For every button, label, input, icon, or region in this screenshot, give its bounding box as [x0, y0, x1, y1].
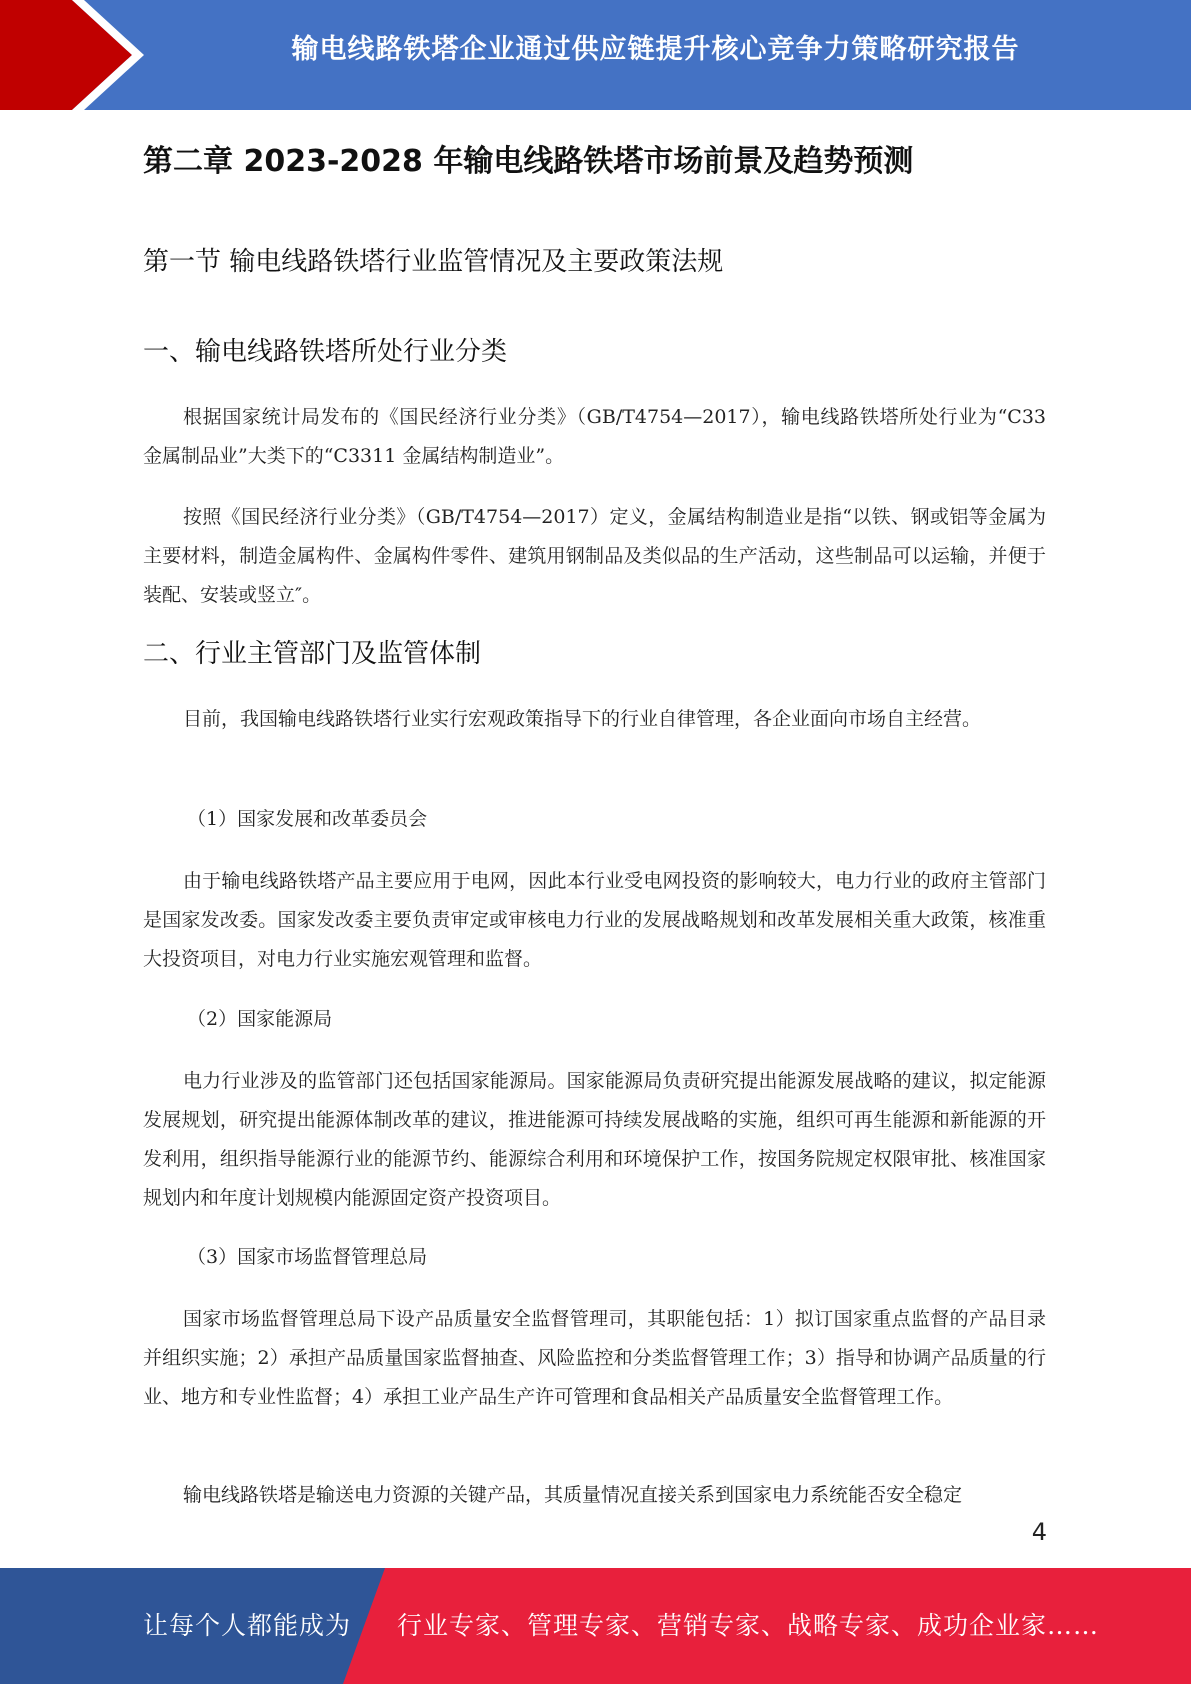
footer-banner: [0, 1568, 1191, 1684]
paragraph-regulation-intro: 目前，我国输电线路铁塔行业实行宏观政策指导下的行业自律管理，各企业面向市场自主经营。: [183, 708, 982, 730]
paragraph-nea: 电力行业涉及的监管部门还包括国家能源局。国家能源局负责研究提出能源发展战略的建议，拟定能源发展规划，研究提出能源体制改革的建议，推进能源可持续发展战略的实施，组织可再生能源和新能源的开发利用，组织指导能源行业的能源节约、能源综合利用和环境保护工作，按国务院规定权限审批、核准国家规划内和年度计划规模内能源固定资产投资项目。: [143, 1070, 1046, 1209]
item-samr-title: （3）国家市场监督管理总局: [187, 1246, 428, 1268]
section-title: 第一节 输电线路铁塔行业监管情况及主要政策法规: [143, 247, 724, 277]
paragraph-ndrc: 由于输电线路铁塔产品主要应用于电网，因此本行业受电网投资的影响较大，电力行业的政府主管部门是国家发改委。国家发改委主要负责审定或审核电力行业的发展战略规划和改革发展相关重大政策，核准重大投资项目，对电力行业实施宏观管理和监督。: [143, 870, 1046, 970]
paragraph-definition: 按照《国民经济行业分类》（GB/T4754—2017）定义，金属结构制造业是指“以铁、钢或铝等金属为主要材料，制造金属构件、金属构件零件、建筑用钢制品及类似品的生产活动，这些制品可以运输，并便于装配、安装或竖立″。: [143, 506, 1046, 606]
footer-slogan-right: 行业专家、管理专家、营销专家、战略专家、成功企业家……: [397, 1611, 1100, 1640]
item-nea-title: （2）国家能源局: [187, 1008, 333, 1030]
footer-slogan-left: 让每个人都能成为: [143, 1611, 352, 1640]
header-banner: [0, 0, 1191, 110]
paragraph-classification: 根据国家统计局发布的《国民经济行业分类》（GB/T4754—2017），输电线路铁塔所处行业为“C33 金属制品业”大类下的“C3311 金属结构制造业”。: [143, 406, 1046, 467]
chapter-title: 第二章 2023-2028 年输电线路铁塔市场前景及趋势预测: [143, 144, 914, 179]
page-number: 4: [1031, 1518, 1047, 1546]
item-ndrc-title: （1）国家发展和改革委员会: [187, 808, 428, 830]
paragraph-samr: 国家市场监督管理总局下设产品质量安全监督管理司，其职能包括：1）拟订国家重点监督的产品目录并组织实施；2）承担产品质量国家监督抽查、风险监控和分类监督管理工作；3）指导和协调产品质量的行业、地方和专业性监督；4）承担工业产品生产许可管理和食品相关产品质量安全监督管理工作。: [143, 1308, 1046, 1408]
subsection-2-title: 二、行业主管部门及监管体制: [143, 639, 482, 669]
paragraph-tail: 输电线路铁塔是输送电力资源的关键产品，其质量情况直接关系到国家电力系统能否安全稳定: [183, 1484, 963, 1506]
subsection-1-title: 一、输电线路铁塔所处行业分类: [143, 337, 508, 367]
report-title: 输电线路铁塔企业通过供应链提升核心竞争力策略研究报告: [291, 34, 1020, 65]
